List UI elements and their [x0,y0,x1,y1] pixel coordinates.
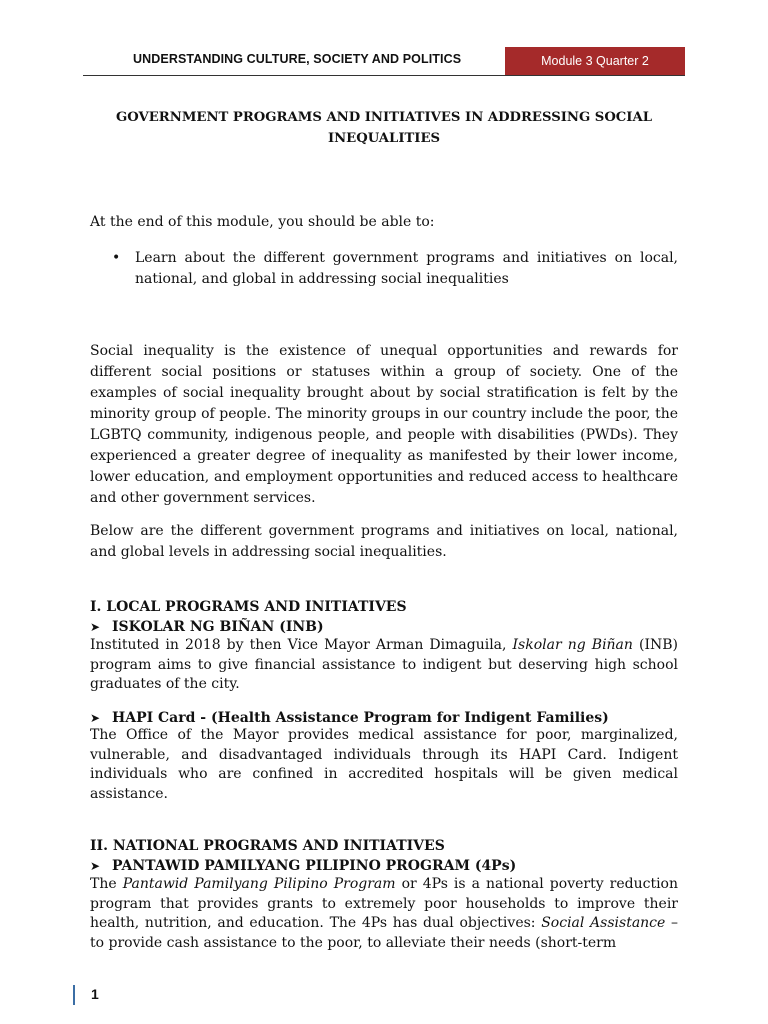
inb-heading-text: ISKOLAR NG BIÑAN (INB) [112,619,324,635]
fourps-heading-text: PANTAWID PAMILYANG PILIPINO PROGRAM (4Ps) [112,858,517,874]
fourps-text-1: The [90,876,123,892]
hapi-paragraph: The Office of the Mayor provides medical assistance for poor, marginalized, vulnerable, and disadvantaged individuals through its HAPI Card. Indigent individuals who are confined in accredited hospitals will be given medical assistance. [90,727,678,802]
objective-text: Learn about the different government programs and initiatives on local, national, and global in addressing social inequalities [135,250,678,287]
header-divider [83,75,685,76]
fourps-heading [90,856,516,877]
social-inequality-paragraph: Social inequality is the existence of unequal opportunities and rewards for different social positions or statuses within a group of society. One of the examples of social inequality brought about by social stratification is felt by the minority group of people. The minority groups in our country include the poor, the LGBTQ community, indigenous people, and people with disabilities (PWDs). They experienced a greater degree of inequality as manifested by their lower income, lower education, and employment opportunities and reduced access to healthcare and other government services. [90,343,678,506]
fourps-text-2: or 4Ps is a national poverty reduction program that provides grants to extremely poor households to improve their health, nutrition, and education. The 4Ps has dual objectives: [90,876,678,931]
section-local-heading: I. LOCAL PROGRAMS AND INITIATIVES [90,599,407,615]
page-number: 1 [91,986,99,1002]
bullet-dot-icon: • [112,250,121,266]
arrow-bullet-icon: ➤ [90,859,101,873]
hapi-heading-text: HAPI Card - (Health Assistance Program for Indigent Families) [112,710,609,726]
document-title [90,107,678,149]
inb-text-1: Instituted in 2018 by then Vice Mayor Arman Dimaguila, [90,637,513,653]
inb-paragraph [90,636,678,695]
header-course-title: UNDERSTANDING CULTURE, SOCIETY AND POLITICS [133,52,462,66]
fourps-paragraph [90,875,678,953]
inb-heading [90,617,324,638]
document-title-line-1: GOVERNMENT PROGRAMS AND INITIATIVES IN ADDRESSING SOCIAL [116,110,652,125]
inb-text-italic: Iskolar ng Biñan [512,637,633,653]
section-national-heading: II. NATIONAL PROGRAMS AND INITIATIVES [90,838,445,854]
programs-intro-paragraph: Below are the different government programs and initiatives on local, national, and global levels in addressing social inequalities. [90,523,678,560]
fourps-text-italic-1: Pantawid Pamilyang Pilipino Program [122,876,396,892]
footer-accent-bar [73,985,75,1005]
arrow-bullet-icon: ➤ [90,711,101,725]
document-title-line-2: INEQUALITIES [327,131,441,146]
intro-text: At the end of this module, you should be able to: [90,214,435,230]
arrow-bullet-icon: ➤ [90,620,101,634]
header-module-badge: Module 3 Quarter 2 [505,47,685,75]
fourps-text-italic-2: Social Assistance [541,915,666,931]
fourps-text-3: – to provide cash assistance to the poor, to alleviate their needs (short-term [90,915,678,951]
inb-text-2: (INB) program aims to give financial assistance to indigent but deserving high school graduates of the city. [90,637,678,692]
